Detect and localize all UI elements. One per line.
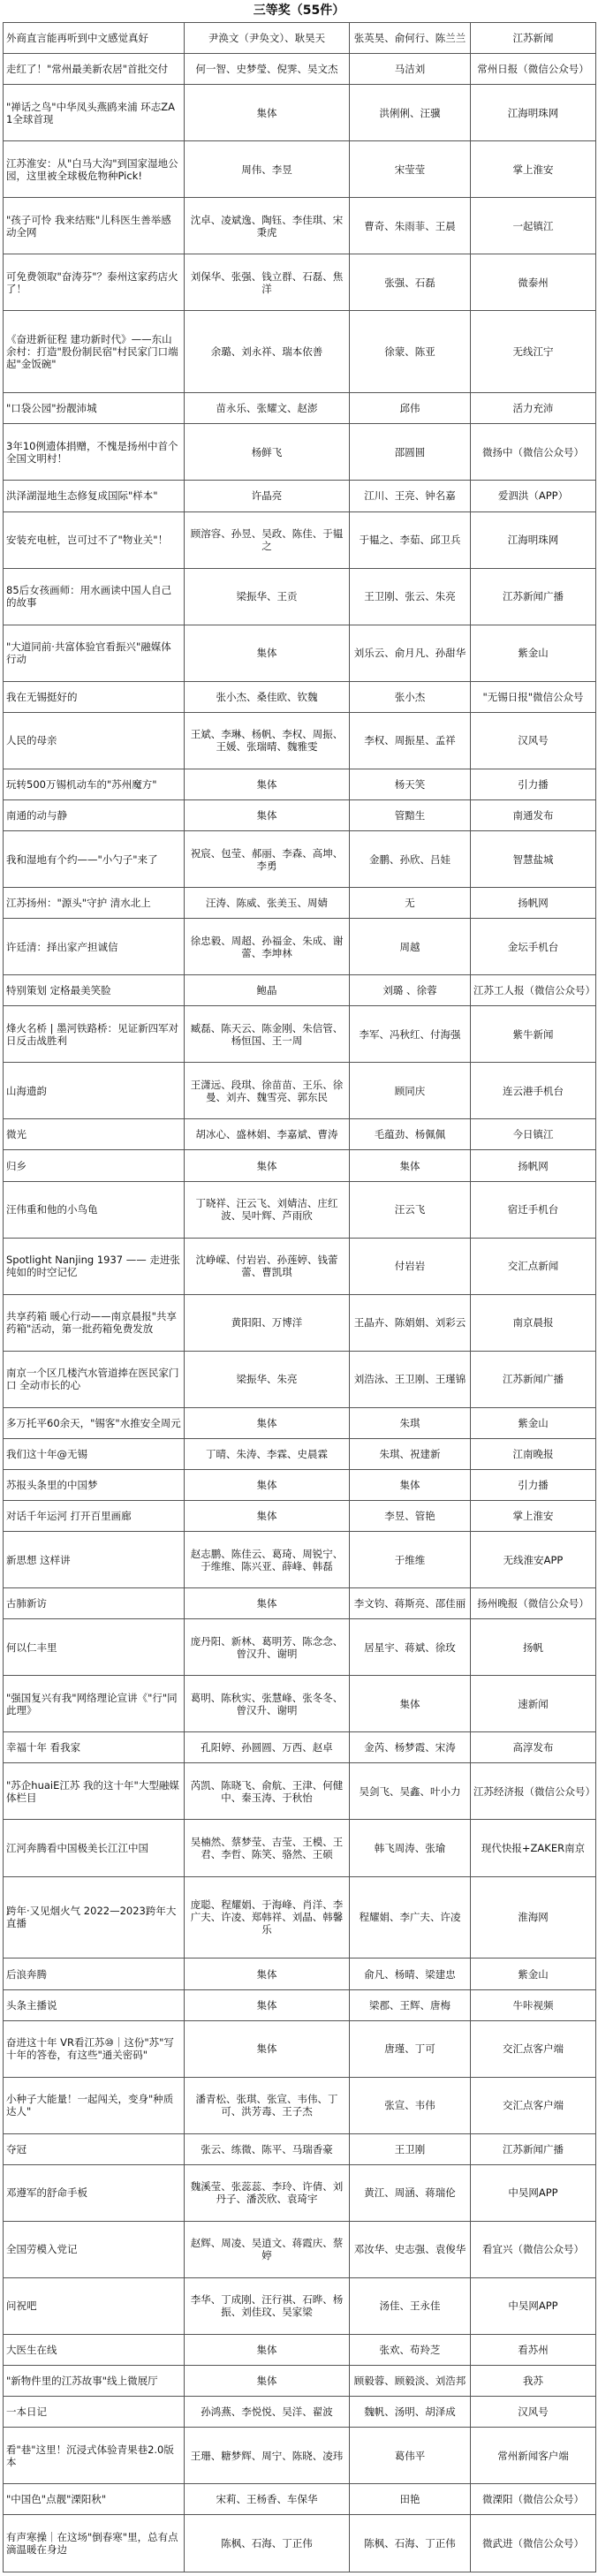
award-title: 小种子大能量！一起闯关，变身"种质达人"	[4, 2077, 185, 2133]
award-editor: 刘乐云、俞月凡、孙甜华	[350, 625, 471, 681]
award-unit: 连云港手机台	[471, 1063, 596, 1119]
table-row	[4, 23, 596, 54]
award-unit: 江海明珠网	[471, 85, 596, 141]
award-editor: 管黯生	[350, 799, 471, 830]
award-author: 集体	[185, 1407, 350, 1438]
table-row	[4, 311, 596, 393]
award-title: 外商直言能再听到中文感觉真好	[4, 23, 185, 54]
award-unit: 牛咔视频	[471, 1989, 596, 2020]
award-editor: 居星宇、蒋斌、徐玫	[350, 1619, 471, 1676]
table-row	[4, 1763, 596, 1820]
awards-table	[3, 22, 596, 2572]
award-title: 特别策划 定格最美笑脸	[4, 975, 185, 1006]
award-title: 南通的动与静	[4, 799, 185, 830]
table-row	[4, 481, 596, 511]
award-title: 全国劳模入党记	[4, 2221, 185, 2277]
award-author: 吴楠然、蔡梦莹、吉莹、王模、王君、李哲、陈笑、骆然、王硕	[185, 1820, 350, 1876]
table-row	[4, 888, 596, 919]
award-editor: 顾毅蓉、顾毅淡、刘浩邦	[350, 2366, 471, 2397]
award-unit: 江苏经济报（微信公众号）	[471, 1763, 596, 1820]
award-unit: 扬帆	[471, 1619, 596, 1676]
award-editor: 金芮、杨梦霞、宋涛	[350, 1732, 471, 1763]
award-title: Spotlight Nanjing 1937 —— 走进张纯如的时空记忆	[4, 1238, 185, 1294]
award-unit: 今日镇江	[471, 1119, 596, 1150]
table-row	[4, 1181, 596, 1238]
award-author: 沈卓、凌斌逸、陶钰、李佳琪、宋秉虎	[185, 198, 350, 254]
table-row	[4, 1006, 596, 1063]
table-row	[4, 2428, 596, 2484]
award-title: 大医生在线	[4, 2334, 185, 2365]
table-row	[4, 712, 596, 769]
award-author: 余璐、刘永祥、瑞本依善	[185, 311, 350, 393]
award-title: 走红了！"常州最美新农居"首批交付	[4, 54, 185, 85]
award-author: 汪涛、陈威、张美玉、周婧	[185, 888, 350, 919]
award-title: 玩转500万锡机动车的"苏州魔方"	[4, 769, 185, 799]
award-author: 王潇远、段琪、徐苗苗、王乐、徐曼、刘卉、魏雪亮、郭东民	[185, 1063, 350, 1119]
award-title: "口袋公园"扮靓沛城	[4, 393, 185, 424]
award-title: 对话千年运河 打开百里画廊	[4, 1501, 185, 1532]
award-title: 看"巷"这里！沉浸式体验青果巷2.0版本	[4, 2428, 185, 2484]
award-title: 《奋进新征程 建功新时代》——东山余村：打造"股份制民宿"村民家门口端起"金饭碗"	[4, 311, 185, 393]
award-editor: 张强、石磊	[350, 254, 471, 311]
award-author: 宋莉、王杨香、车保华	[185, 2484, 350, 2515]
award-author: 集体	[185, 85, 350, 141]
award-title: 归乡	[4, 1150, 185, 1181]
table-row	[4, 1469, 596, 1500]
award-title: 何以仁丰里	[4, 1619, 185, 1676]
award-editor: 集体	[350, 1150, 471, 1181]
award-unit: 扬州晚报（微信公众号）	[471, 1588, 596, 1619]
award-unit: 江苏新闻	[471, 23, 596, 54]
award-editor: 集体	[350, 1676, 471, 1732]
award-author: 梁振华、王贡	[185, 568, 350, 625]
award-title: 微光	[4, 1119, 185, 1150]
award-unit: 微扬中（微信公众号）	[471, 424, 596, 481]
award-author: 庞聪、程耀娟、于海峰、肖洋、李广夫、许凌、郑韩祥、刘晶、韩馨乐	[185, 1876, 350, 1959]
award-editor: 洪俐俐、汪骥	[350, 85, 471, 141]
award-author: 顾溶容、孙昱、吴政、陈佳、于韫之	[185, 511, 350, 568]
award-editor: 汤佳、王永佳	[350, 2277, 471, 2334]
award-editor: 李文钧、蒋斯亮、邵佳丽	[350, 1588, 471, 1619]
award-unit: 引力播	[471, 1469, 596, 1500]
award-editor: 邵圆圆	[350, 424, 471, 481]
award-unit: 微武进（微信公众号）	[471, 2515, 596, 2572]
award-editor: 吴剑飞、吴鑫、叶小力	[350, 1763, 471, 1820]
award-editor: 曹奇、朱雨菲、王晨	[350, 198, 471, 254]
award-author: 集体	[185, 625, 350, 681]
award-unit: 南通发布	[471, 799, 596, 830]
award-title: "大道同前·共富体验官看振兴"融媒体行动	[4, 625, 185, 681]
award-editor: 李昱、管艳	[350, 1501, 471, 1532]
table-row	[4, 1119, 596, 1150]
award-editor: 田艳	[350, 2484, 471, 2515]
table-row	[4, 198, 596, 254]
award-unit: 掌上淮安	[471, 1501, 596, 1532]
award-author: 集体	[185, 2334, 350, 2365]
awards-table-body	[4, 23, 596, 2572]
award-unit: 微溧阳（微信公众号）	[471, 2484, 596, 2515]
award-title: 新思想 这样讲	[4, 1532, 185, 1588]
award-author: 集体	[185, 2020, 350, 2077]
award-author: 张小杰、桑佳欧、钦魏	[185, 681, 350, 712]
award-title: 跨年·又见烟火气 2022—2023跨年大直播	[4, 1876, 185, 1959]
table-row	[4, 54, 596, 85]
award-author: 葛明、陈秋实、张慧峰、张冬冬、曾汉升、谢明	[185, 1676, 350, 1732]
award-author: 丁晓祥、汪云飞、刘婧洁、庄红波、吴叶辉、芦雨欣	[185, 1181, 350, 1238]
award-editor: 魏帆、汤明、胡泽成	[350, 2397, 471, 2428]
award-title: 问祝吧	[4, 2277, 185, 2334]
table-row	[4, 2397, 596, 2428]
award-editor: 徐蒙、陈亚	[350, 311, 471, 393]
award-editor: 张小杰	[350, 681, 471, 712]
table-row	[4, 1407, 596, 1438]
award-editor: 宋莹莹	[350, 141, 471, 198]
award-unit: 中吴网APP	[471, 2277, 596, 2334]
award-author: 苗永乐、张耀文、赵澎	[185, 393, 350, 424]
award-author: 鲍晶	[185, 975, 350, 1006]
award-author: 陈枫、石海、丁正伟	[185, 2515, 350, 2572]
table-row	[4, 919, 596, 975]
award-editor: 马洁刘	[350, 54, 471, 85]
award-editor: 邓汝华、史志强、袁俊华	[350, 2221, 471, 2277]
award-editor: 汪云飞	[350, 1181, 471, 1238]
award-unit: 无线江宁	[471, 311, 596, 393]
award-editor: 于韫之、李茹、邱卫兵	[350, 511, 471, 568]
award-title: 我和湿地有个约——"小勺子"来了	[4, 831, 185, 888]
award-editor: 张英昊、俞何行、陈兰兰	[350, 23, 471, 54]
award-editor: 俞凡、杨晴、梁建忠	[350, 1959, 471, 1989]
award-editor: 于维维	[350, 1532, 471, 1588]
award-unit: 紫金山	[471, 1959, 596, 1989]
table-row	[4, 2020, 596, 2077]
award-author: 何一智、史梦瑩、倪霁、吴文杰	[185, 54, 350, 85]
award-author: 胡冰心、盛林娟、李嘉斌、曹涛	[185, 1119, 350, 1150]
award-title: 山海遗韵	[4, 1063, 185, 1119]
table-row	[4, 831, 596, 888]
table-row	[4, 2133, 596, 2164]
page-title: 三等奖（55件）	[253, 4, 345, 18]
award-title: "禅话之鸟"中华凤头燕鸥来浦 环志ZA1全球首现	[4, 85, 185, 141]
award-author: 集体	[185, 1989, 350, 2020]
award-title: 多万托平60余天，"锡客"水推安全周元	[4, 1407, 185, 1438]
award-unit: 扬帆网	[471, 888, 596, 919]
award-author: 李华、丁成刚、汪行祺、石晔、杨振、刘佳玟、吴家梁	[185, 2277, 350, 2334]
award-unit: 江苏新闻广播	[471, 2133, 596, 2164]
award-title: 奋进这十年 VR看江苏⑩｜这份"苏"写十年的答卷，有这些"通关密码"	[4, 2020, 185, 2077]
award-title: 夺冠	[4, 2133, 185, 2164]
award-unit: 江苏新闻广播	[471, 568, 596, 625]
award-unit: 金坛手机台	[471, 919, 596, 975]
award-author: 王珊、糖梦辉、周宁、陈晓、凌玮	[185, 2428, 350, 2484]
award-title: 汪伟重和他的小鸟龟	[4, 1181, 185, 1238]
table-row	[4, 1820, 596, 1876]
award-unit: 江海明珠网	[471, 511, 596, 568]
table-row	[4, 1150, 596, 1181]
table-row	[4, 1959, 596, 1989]
award-title: 洪泽湖湿地生态修复成国际"样本"	[4, 481, 185, 511]
award-author: 丁晴、朱涛、李霖、史晨霖	[185, 1438, 350, 1469]
award-unit: 智慧盐城	[471, 831, 596, 888]
table-row	[4, 2277, 596, 2334]
award-unit: 无线淮安APP	[471, 1532, 596, 1588]
award-title: "苏企huaiE江苏 我的这十年"大型融媒体栏目	[4, 1763, 185, 1820]
table-row	[4, 85, 596, 141]
award-editor: 周越	[350, 919, 471, 975]
award-editor: 杨天笑	[350, 769, 471, 799]
table-row	[4, 975, 596, 1006]
award-author: 张云、练微、陈平、马瑞香豪	[185, 2133, 350, 2164]
award-unit: 扬帆网	[471, 1150, 596, 1181]
award-unit: 江苏新闻广播	[471, 1351, 596, 1407]
award-editor: 无	[350, 888, 471, 919]
award-title: 85后女孩画师：用水画读中国人自己的故事	[4, 568, 185, 625]
award-unit: 紫牛新闻	[471, 1006, 596, 1063]
award-editor: 张欢、苟羚芝	[350, 2334, 471, 2365]
award-editor: 唐瑾、丁可	[350, 2020, 471, 2077]
award-author: 集体	[185, 1469, 350, 1500]
award-title: 共享药箱 暖心行动——南京晨报"共享药箱"活动，第一批药箱免费发放	[4, 1294, 185, 1351]
award-unit: 汉风号	[471, 2397, 596, 2428]
award-unit: 中吴网APP	[471, 2164, 596, 2221]
award-editor: 陈枫、石海、丁正伟	[350, 2515, 471, 2572]
table-row	[4, 2221, 596, 2277]
award-title: 江苏扬州："源头"守护 清水北上	[4, 888, 185, 919]
table-row	[4, 625, 596, 681]
award-editor: 江川、王亮、钟名嘉	[350, 481, 471, 511]
award-unit: 紫金山	[471, 1407, 596, 1438]
award-author: 魏溪莹、张蕊蕊、李玲、许倩、刘丹子、潘茨欣、袁琦宇	[185, 2164, 350, 2221]
award-author: 潘青松、张琪、张宣、韦伟、丁可、洪芳毒、王子杰	[185, 2077, 350, 2133]
table-row	[4, 141, 596, 198]
award-author: 许晶亮	[185, 481, 350, 511]
award-author: 芮凯、陈晓飞、俞航、王津、何健中、秦玉涛、于秋怡	[185, 1763, 350, 1820]
award-editor: 程耀娟、李广夫、许凌	[350, 1876, 471, 1959]
award-editor: 梁郡、王辉、唐梅	[350, 1989, 471, 2020]
award-title: 江河奔腾看中国极美长江江中国	[4, 1820, 185, 1876]
award-author: 集体	[185, 1588, 350, 1619]
award-editor: 葛伟平	[350, 2428, 471, 2484]
table-row	[4, 254, 596, 311]
award-author: 集体	[185, 1959, 350, 1989]
award-title: 许廷清：择出家产担诚信	[4, 919, 185, 975]
award-unit: 江苏工人报（微信公众号）	[471, 975, 596, 1006]
table-row	[4, 2366, 596, 2397]
award-unit: 看宜兴（微信公众号）	[471, 2221, 596, 2277]
award-unit: 高淳发布	[471, 1732, 596, 1763]
table-row	[4, 769, 596, 799]
award-author: 沈峥嵘、付岩岩、孙莲婷、钱蕾蕾、曹凯琪	[185, 1238, 350, 1294]
award-unit: 淮海网	[471, 1876, 596, 1959]
award-unit: 看苏州	[471, 2334, 596, 2365]
award-unit: 南京晨报	[471, 1294, 596, 1351]
table-row	[4, 511, 596, 568]
award-author: 尹涣文（尹奂文）、耿昊天	[185, 23, 350, 54]
award-unit: 交汇点客户端	[471, 2077, 596, 2133]
award-unit: 微泰州	[471, 254, 596, 311]
table-row	[4, 2077, 596, 2133]
award-editor: 王卫刚、张云、朱亮	[350, 568, 471, 625]
award-unit: 交汇点客户端	[471, 2020, 596, 2077]
award-author: 梁振华、朱亮	[185, 1351, 350, 1407]
award-unit: 交汇点新闻	[471, 1238, 596, 1294]
award-title: 幸福十年 看我家	[4, 1732, 185, 1763]
award-title: 南京一个区几楼汽水管道捧在医民家门口 全动市长的心	[4, 1351, 185, 1407]
award-author: 赵辉、周凌、吴逍文、蒋霞庆、蔡婷	[185, 2221, 350, 2277]
award-unit: 宿迁手机台	[471, 1181, 596, 1238]
award-unit: 引力播	[471, 769, 596, 799]
table-row	[4, 799, 596, 830]
table-row	[4, 2164, 596, 2221]
award-editor: 王晶卉、陈娟娟、刘彩云	[350, 1294, 471, 1351]
table-row	[4, 681, 596, 712]
award-unit: 活力充沛	[471, 393, 596, 424]
award-unit: 我苏	[471, 2366, 596, 2397]
award-editor: 集体	[350, 1469, 471, 1500]
award-unit: 常州新闻客户端	[471, 2428, 596, 2484]
table-row	[4, 1501, 596, 1532]
award-editor: 张宣、韦伟	[350, 2077, 471, 2133]
table-row	[4, 1588, 596, 1619]
award-title: 烽火名桥 | 墨河铁路桥：见证新四军对日反击战胜利	[4, 1006, 185, 1063]
award-editor: 李军、冯秋红、付海强	[350, 1006, 471, 1063]
award-editor: 朱琪	[350, 1407, 471, 1438]
award-author: 臧磊、陈天云、陈金刚、朱信管、杨恒国、王一周	[185, 1006, 350, 1063]
award-editor: 王卫刚	[350, 2133, 471, 2164]
award-author: 孙鸿燕、李悦悦、吴洋、翟波	[185, 2397, 350, 2428]
award-author: 祝宸、包莹、郝丽、李森、高坤、李勇	[185, 831, 350, 888]
award-unit: 掌上淮安	[471, 141, 596, 198]
table-row	[4, 2484, 596, 2515]
award-author: 集体	[185, 2366, 350, 2397]
award-unit: 一起镇江	[471, 198, 596, 254]
table-row	[4, 393, 596, 424]
award-unit: 江南晚报	[471, 1438, 596, 1469]
award-editor: 邱伟	[350, 393, 471, 424]
award-title: 有声寒操｜在这场"倒春寒"里，总有点滴温暖在身边	[4, 2515, 185, 2572]
table-row	[4, 1732, 596, 1763]
award-editor: 黄江、周涵、蒋瑞伦	[350, 2164, 471, 2221]
table-row	[4, 1238, 596, 1294]
table-row	[4, 1063, 596, 1119]
award-editor: 朱琪、祝建新	[350, 1438, 471, 1469]
award-author: 赵志鹏、陈佳云、葛琦、周锐宁、于维维、陈兴亚、薛峰、韩磊	[185, 1532, 350, 1588]
award-editor: 付岩岩	[350, 1238, 471, 1294]
award-title: 人民的母亲	[4, 712, 185, 769]
table-row	[4, 1676, 596, 1732]
award-unit: 爱泗洪（APP）	[471, 481, 596, 511]
award-title: 邓遵军的舒命手板	[4, 2164, 185, 2221]
table-row	[4, 1351, 596, 1407]
award-unit: 现代快报+ZAKER南京	[471, 1820, 596, 1876]
award-editor: 刘璐 、徐蓉	[350, 975, 471, 1006]
award-unit: "无锡日报"微信公众号	[471, 681, 596, 712]
award-author: 集体	[185, 769, 350, 799]
award-title: "新物件里的江苏故事"线上微展厅	[4, 2366, 185, 2397]
award-editor: 李权、周振星、孟祥	[350, 712, 471, 769]
award-author: 孔阳婷、孙圆圆、万西、赵卓	[185, 1732, 350, 1763]
award-author: 周伟、李昱	[185, 141, 350, 198]
award-title: 古肺新访	[4, 1588, 185, 1619]
award-title: 可免费领取"奋涛芬"？泰州这家药店火了！	[4, 254, 185, 311]
table-row	[4, 2334, 596, 2365]
award-title: 江苏淮安：从"白马大沟"到国家湿地公园，这里被全球极危物种Pick!	[4, 141, 185, 198]
award-title: 我在无锡挺好的	[4, 681, 185, 712]
table-row	[4, 568, 596, 625]
table-row	[4, 1438, 596, 1469]
award-title: 苏报头条里的中国梦	[4, 1469, 185, 1500]
award-title: 一本日记	[4, 2397, 185, 2428]
award-author: 王斌、李琳、杨帆、李权、周振、王媛、张瑞晴、魏雅雯	[185, 712, 350, 769]
table-row	[4, 1294, 596, 1351]
award-title: 安装充电桩，岂可过不了"物业关"！	[4, 511, 185, 568]
award-title: "中国色"点靓"溧阳秋"	[4, 2484, 185, 2515]
award-editor: 顾同庆	[350, 1063, 471, 1119]
table-row	[4, 1876, 596, 1959]
award-unit: 紫金山	[471, 625, 596, 681]
award-unit: 常州日报（微信公众号）	[471, 54, 596, 85]
award-author: 集体	[185, 1501, 350, 1532]
award-author: 庞丹阳、新林、葛明芳、陈念念、曾汉升、谢明	[185, 1619, 350, 1676]
award-editor: 刘浩泳、王卫刚、王瑾锦	[350, 1351, 471, 1407]
award-title: "强国复兴有我"网络理论宣讲《"行"同此理》	[4, 1676, 185, 1732]
award-author: 黄阳阳、万博洋	[185, 1294, 350, 1351]
table-row	[4, 1989, 596, 2020]
award-unit: 汉风号	[471, 712, 596, 769]
award-editor: 毛蕴劲、杨佩佩	[350, 1119, 471, 1150]
award-title: 头条主播说	[4, 1989, 185, 2020]
table-row	[4, 2515, 596, 2572]
award-title: "孩子可怜 我来结账"儿科医生善举感动全网	[4, 198, 185, 254]
table-row	[4, 424, 596, 481]
award-author: 刘保华、张强、钱立群、石磊、焦洋	[185, 254, 350, 311]
table-row	[4, 1619, 596, 1676]
award-author: 徐忠毅、周超、孙福金、朱成、谢蕾、李坤林	[185, 919, 350, 975]
award-unit: 速新闻	[471, 1676, 596, 1732]
award-title: 3年10例遗体捐赠，不愧是扬州中首个全国文明村！	[4, 424, 185, 481]
award-author: 集体	[185, 799, 350, 830]
award-editor: 金鹏、孙欣、吕娃	[350, 831, 471, 888]
award-author: 集体	[185, 1150, 350, 1181]
award-editor: 韩飞周涛、张瑜	[350, 1820, 471, 1876]
table-row	[4, 1532, 596, 1588]
award-title: 后浪奔腾	[4, 1959, 185, 1989]
award-author: 杨鲜飞	[185, 424, 350, 481]
award-title: 我们这十年@无锡	[4, 1438, 185, 1469]
